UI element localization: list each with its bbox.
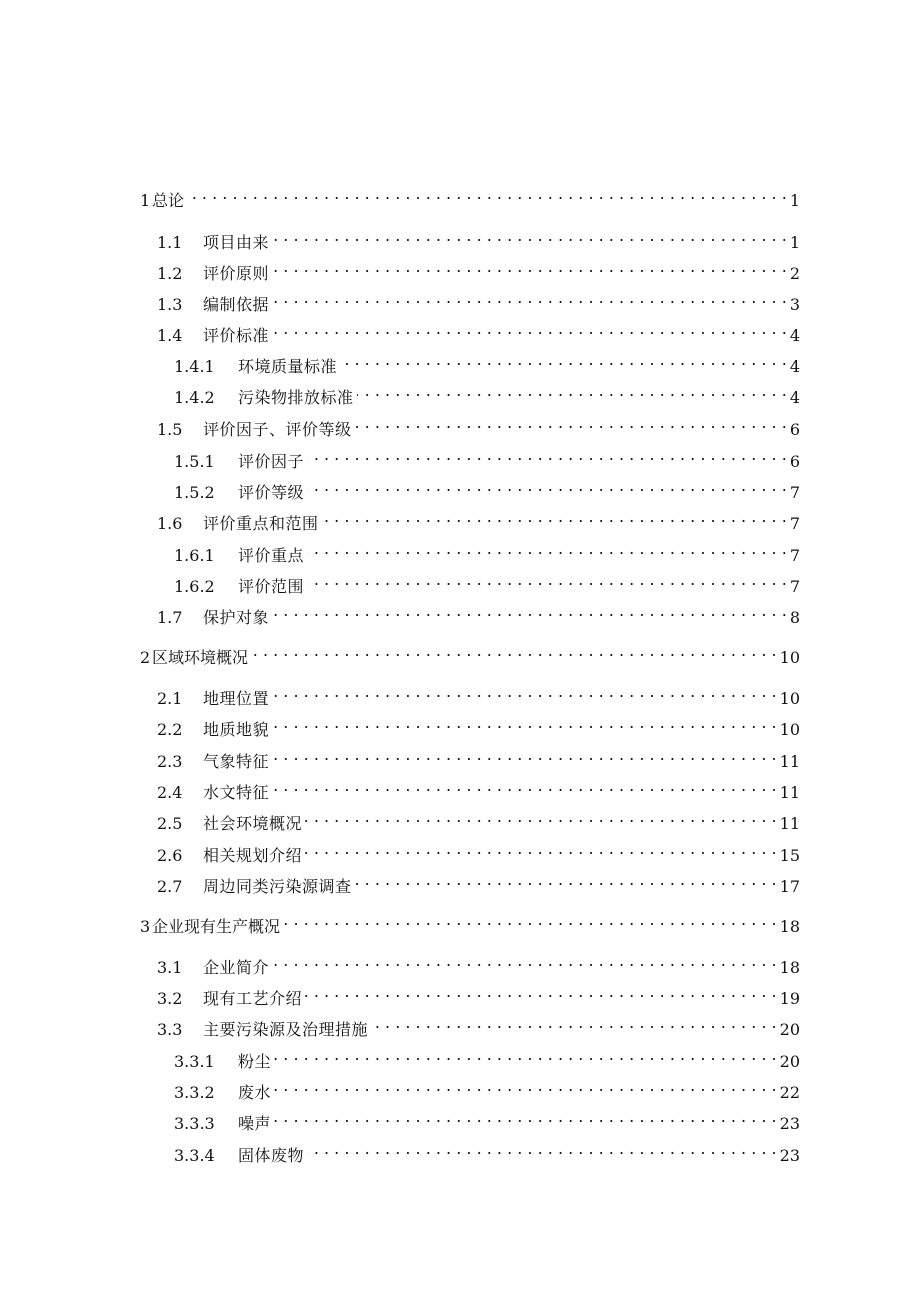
toc-entry-2-4[interactable] bbox=[157, 774, 800, 802]
toc-entry-title: 地理位置 bbox=[203, 689, 270, 708]
toc-entry-3-3-2[interactable] bbox=[174, 1074, 800, 1102]
toc-entry-1-5-1[interactable] bbox=[174, 443, 800, 471]
toc-entry-page: 11 bbox=[779, 814, 800, 833]
toc-entry-title: 评价重点和范围 bbox=[203, 514, 319, 533]
toc-entry-page: 17 bbox=[779, 877, 800, 896]
toc-entry-page: 7 bbox=[789, 483, 800, 502]
toc-entry-number: 2 bbox=[140, 648, 151, 667]
toc-entry-2-3[interactable] bbox=[157, 743, 800, 771]
toc-entry-title: 水文特征 bbox=[203, 783, 270, 802]
toc-entry-number: 2.2 bbox=[157, 720, 183, 739]
toc-entry-number: 1.2 bbox=[157, 264, 183, 283]
toc-entry-number: 2.6 bbox=[157, 846, 183, 865]
toc-entry-page: 10 bbox=[779, 648, 800, 667]
toc-entry-number: 3.1 bbox=[157, 958, 183, 977]
toc-entry-title: 评价因子 bbox=[238, 452, 305, 471]
toc-entry-title: 周边同类污染源调查 bbox=[203, 877, 352, 896]
toc-dot-leader bbox=[272, 774, 777, 798]
toc-entry-title: 评价原则 bbox=[203, 264, 270, 283]
toc-dot-leader bbox=[307, 443, 787, 467]
toc-entry-2-2[interactable] bbox=[157, 711, 800, 739]
toc-dot-leader bbox=[272, 224, 787, 248]
toc-entry-1-1[interactable] bbox=[157, 224, 800, 252]
toc-entry-number: 3.3.3 bbox=[174, 1114, 215, 1133]
toc-dot-leader bbox=[355, 411, 787, 435]
toc-dot-leader bbox=[272, 317, 787, 341]
toc-entry-page: 3 bbox=[789, 295, 800, 314]
toc-entry-page: 19 bbox=[779, 989, 800, 1008]
toc-entry-page: 10 bbox=[779, 689, 800, 708]
toc-entry-number: 1.6.2 bbox=[174, 577, 215, 596]
toc-entry-page: 20 bbox=[779, 1020, 800, 1039]
toc-dot-leader bbox=[251, 639, 777, 663]
toc-entry-1-3[interactable] bbox=[157, 286, 800, 314]
toc-entry-number: 2.7 bbox=[157, 877, 183, 896]
toc-dot-leader bbox=[305, 980, 777, 1004]
toc-entry-number: 1.7 bbox=[157, 608, 183, 627]
toc-entry-1-6-2[interactable] bbox=[174, 568, 800, 596]
toc-dot-leader bbox=[187, 182, 787, 206]
toc-entry-title: 评价重点 bbox=[238, 546, 305, 565]
toc-entry-number: 3.2 bbox=[157, 989, 183, 1008]
toc-entry-number: 2.5 bbox=[157, 814, 183, 833]
toc-dot-leader bbox=[274, 1074, 777, 1098]
toc-entry-number: 1.5 bbox=[157, 420, 183, 439]
toc-dot-leader bbox=[322, 505, 787, 529]
toc-entry-number: 1.6.1 bbox=[174, 546, 215, 565]
toc-entry-1-4-2[interactable] bbox=[174, 379, 800, 407]
toc-entry-number: 2.4 bbox=[157, 783, 183, 802]
toc-entry-page: 11 bbox=[779, 752, 800, 771]
toc-entry-3-3-4[interactable] bbox=[174, 1137, 800, 1165]
toc-entry-page: 15 bbox=[779, 846, 800, 865]
toc-entry-number: 1.5.1 bbox=[174, 452, 215, 471]
toc-entry-page: 18 bbox=[779, 917, 800, 936]
toc-entry-number: 1.6 bbox=[157, 514, 183, 533]
toc-entry-title: 项目由来 bbox=[203, 233, 270, 252]
toc-entry-page: 7 bbox=[789, 577, 800, 596]
toc-entry-title: 现有工艺介绍 bbox=[203, 989, 303, 1008]
toc-entry-3-3-3[interactable] bbox=[174, 1105, 800, 1133]
toc-entry-title: 企业简介 bbox=[203, 958, 270, 977]
toc-entry-title: 废水 bbox=[238, 1083, 272, 1102]
toc-entry-title: 主要污染源及治理措施 bbox=[203, 1020, 369, 1039]
toc-entry-1-7[interactable] bbox=[157, 599, 800, 627]
toc-entry-number: 3.3.1 bbox=[174, 1052, 215, 1071]
toc-entry-chapter-2[interactable] bbox=[140, 639, 800, 667]
toc-dot-leader bbox=[283, 908, 777, 932]
toc-entry-title: 社会环境概况 bbox=[203, 814, 303, 833]
toc-entry-page: 4 bbox=[789, 326, 800, 345]
toc-dot-leader bbox=[272, 255, 787, 279]
toc-entry-number: 3 bbox=[140, 917, 151, 936]
toc-entry-page: 20 bbox=[779, 1052, 800, 1071]
toc-entry-number: 2.1 bbox=[157, 689, 183, 708]
toc-dot-leader bbox=[305, 837, 777, 861]
toc-entry-title: 噪声 bbox=[238, 1114, 272, 1133]
toc-entry-title: 气象特征 bbox=[203, 752, 270, 771]
toc-entry-3-3[interactable] bbox=[157, 1011, 800, 1039]
toc-entry-1-5[interactable] bbox=[157, 411, 800, 439]
toc-dot-leader bbox=[272, 599, 787, 623]
toc-entry-1-6[interactable] bbox=[157, 505, 800, 533]
toc-entry-title: 评价等级 bbox=[238, 483, 305, 502]
toc-entry-number: 1.5.2 bbox=[174, 483, 215, 502]
toc-entry-title: 评价因子、评价等级 bbox=[203, 420, 352, 439]
toc-dot-leader bbox=[307, 568, 787, 592]
toc-dot-leader bbox=[272, 711, 777, 735]
toc-entry-3-3-1[interactable] bbox=[174, 1043, 800, 1071]
toc-entry-page: 7 bbox=[789, 546, 800, 565]
toc-entry-1-2[interactable] bbox=[157, 255, 800, 283]
toc-entry-page: 6 bbox=[789, 420, 800, 439]
toc-dot-leader bbox=[272, 680, 777, 704]
toc-entry-page: 22 bbox=[779, 1083, 800, 1102]
toc-entry-number: 1.4.2 bbox=[174, 388, 215, 407]
toc-entry-page: 2 bbox=[789, 264, 800, 283]
toc-entry-chapter-1[interactable] bbox=[140, 182, 800, 210]
toc-entry-page: 11 bbox=[779, 783, 800, 802]
toc-entry-page: 23 bbox=[779, 1146, 800, 1165]
toc-entry-2-6[interactable] bbox=[157, 837, 800, 865]
toc-dot-leader bbox=[307, 537, 787, 561]
toc-entry-number: 1 bbox=[140, 191, 151, 210]
toc-entry-title: 环境质量标准 bbox=[238, 357, 338, 376]
toc-entry-3-2[interactable] bbox=[157, 980, 800, 1008]
toc-entry-page: 10 bbox=[779, 720, 800, 739]
toc-dot-leader bbox=[355, 868, 777, 892]
toc-entry-3-1[interactable] bbox=[157, 949, 800, 977]
toc-entry-page: 1 bbox=[789, 233, 800, 252]
toc-entry-page: 4 bbox=[789, 357, 800, 376]
toc-entry-title: 总论 bbox=[152, 191, 185, 210]
toc-entry-title: 粉尘 bbox=[238, 1052, 272, 1071]
toc-entry-title: 地质地貌 bbox=[203, 720, 270, 739]
toc-dot-leader bbox=[272, 743, 777, 767]
toc-entry-number: 1.3 bbox=[157, 295, 183, 314]
toc-entry-1-4[interactable] bbox=[157, 317, 800, 345]
toc-entry-title: 评价范围 bbox=[238, 577, 305, 596]
toc-dot-leader bbox=[274, 1043, 777, 1067]
toc-dot-leader bbox=[340, 348, 787, 372]
toc-entry-page: 1 bbox=[789, 191, 800, 210]
toc-entry-title: 区域环境概况 bbox=[152, 648, 249, 667]
toc-entry-title: 编制依据 bbox=[203, 295, 270, 314]
toc-dot-leader bbox=[307, 474, 787, 498]
toc-entry-number: 1.4.1 bbox=[174, 357, 215, 376]
toc-entry-number: 3.3 bbox=[157, 1020, 183, 1039]
toc-entry-title: 保护对象 bbox=[203, 608, 270, 627]
toc-entry-number: 2.3 bbox=[157, 752, 183, 771]
toc-entry-1-6-1[interactable] bbox=[174, 537, 800, 565]
toc-dot-leader bbox=[357, 379, 787, 403]
toc-entry-page: 8 bbox=[789, 608, 800, 627]
toc-entry-page: 6 bbox=[789, 452, 800, 471]
toc-entry-title: 相关规划介绍 bbox=[203, 846, 303, 865]
toc-entry-page: 23 bbox=[779, 1114, 800, 1133]
toc-entry-page: 4 bbox=[789, 388, 800, 407]
toc-entry-1-5-2[interactable] bbox=[174, 474, 800, 502]
toc-entry-page: 7 bbox=[789, 514, 800, 533]
toc-dot-leader bbox=[272, 949, 777, 973]
toc-dot-leader bbox=[272, 286, 787, 310]
toc-entry-number: 3.3.4 bbox=[174, 1146, 215, 1165]
toc-dot-leader bbox=[305, 805, 777, 829]
toc-entry-number: 3.3.2 bbox=[174, 1083, 215, 1102]
toc-entry-chapter-3[interactable] bbox=[140, 908, 800, 936]
toc-dot-leader bbox=[371, 1011, 777, 1035]
toc-dot-leader bbox=[307, 1137, 777, 1161]
toc-entry-title: 固体废物 bbox=[238, 1146, 305, 1165]
toc-entry-title: 污染物排放标准 bbox=[238, 388, 354, 407]
toc-entry-title: 企业现有生产概况 bbox=[152, 917, 281, 936]
toc-entry-2-5[interactable] bbox=[157, 805, 800, 833]
toc-entry-1-4-1[interactable] bbox=[174, 348, 800, 376]
toc-entry-2-1[interactable] bbox=[157, 680, 800, 708]
toc-entry-title: 评价标准 bbox=[203, 326, 270, 345]
toc-entry-number: 1.1 bbox=[157, 233, 183, 252]
toc-dot-leader bbox=[274, 1105, 777, 1129]
toc-entry-number: 1.4 bbox=[157, 326, 183, 345]
toc-entry-page: 18 bbox=[779, 958, 800, 977]
toc-entry-2-7[interactable] bbox=[157, 868, 800, 896]
